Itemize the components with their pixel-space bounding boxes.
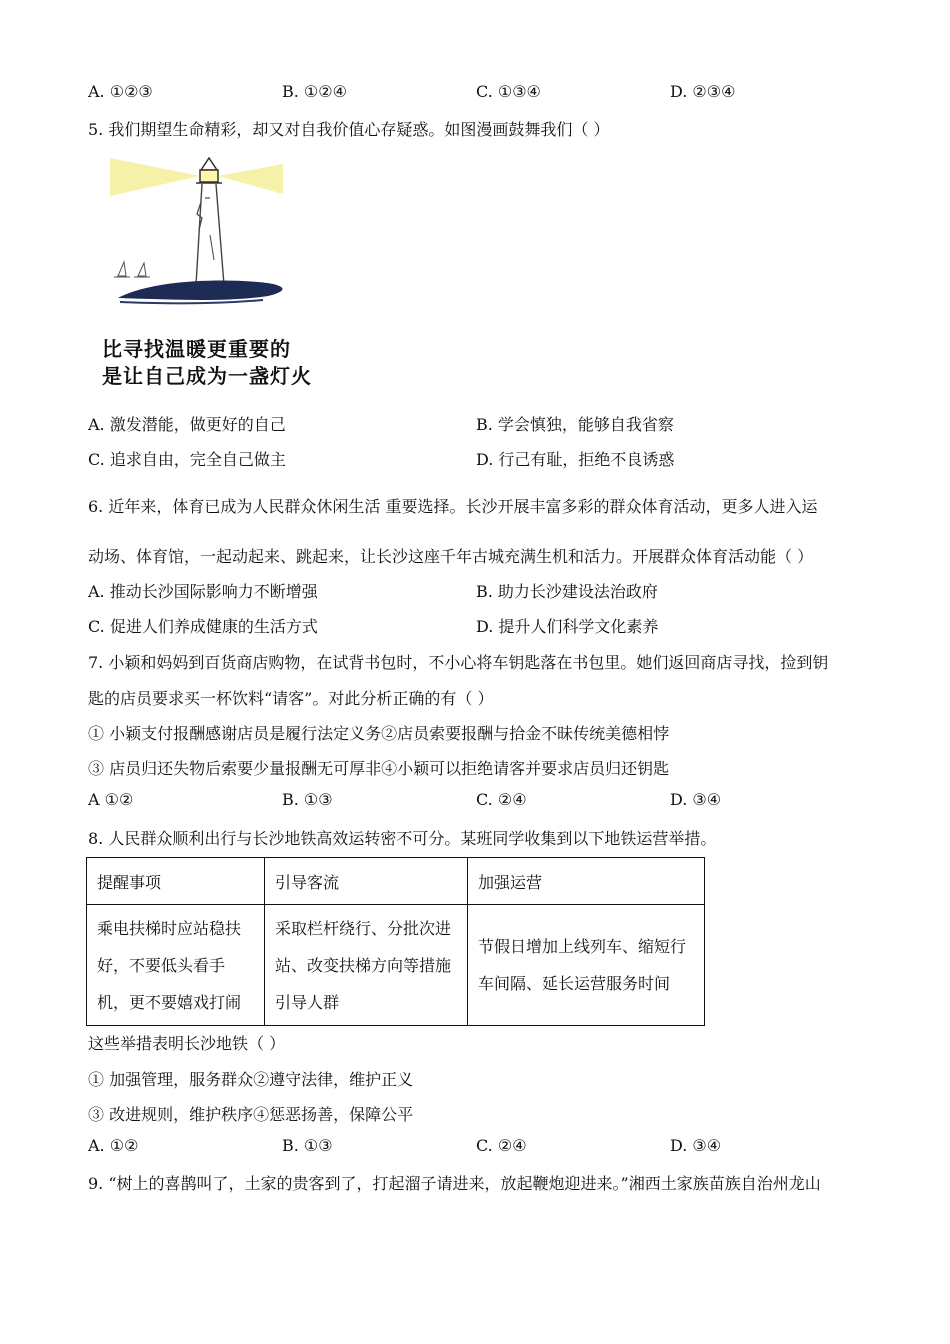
table-cell-line: 机，更不要嬉戏打闹 — [97, 992, 242, 1012]
q7-option-b: B. ①③ — [282, 790, 333, 809]
q7-stem-line1: 7. 小颖和妈妈到百货商店购物，在试背书包时，不小心将车钥匙落在书包里。她们返回商店寻找，捡到钥 — [88, 653, 829, 672]
metro-measures-table — [86, 857, 705, 1026]
table-cell-line: 引导人群 — [275, 992, 340, 1012]
q7-item-line1: ① 小颖支付报酬感谢店员是履行法定义务②店员索要报酬与拾金不昧传统美德相悖 — [88, 724, 670, 743]
table-cell-line: 站、改变扶梯方向等措施 — [275, 955, 452, 975]
q8-item-line1: ① 加强管理，服务群众②遵守法律，维护正义 — [88, 1070, 414, 1089]
q5-option-b: B. 学会慎独，能够自我省察 — [476, 415, 674, 434]
q4-option-a: A. ①②③ — [88, 82, 153, 101]
q4-option-c: C. ①③④ — [476, 82, 541, 101]
q4-option-b: B. ①②④ — [282, 82, 347, 101]
table-cell-line: 车间隔、延长运营服务时间 — [478, 974, 671, 993]
q6-stem-line1: 6. 近年来，体育已成为人民群众休闲生活 重要选择。长沙开展丰富多彩的群众体育活动，更多人进入运 — [88, 497, 818, 516]
table-cell-guide-flow — [265, 905, 468, 1026]
q7-option-c: C. ②④ — [476, 790, 527, 809]
q4-option-d: D. ②③④ — [670, 82, 736, 101]
q6-option-a: A. 推动长沙国际影响力不断增强 — [88, 582, 318, 601]
table-cell-reminders — [87, 905, 265, 1026]
q8-option-a: A. ①② — [88, 1136, 139, 1155]
q5-option-a: A. 激发潜能，做更好的自己 — [88, 415, 286, 434]
q6-option-d: D. 提升人们科学文化素养 — [476, 617, 659, 636]
q6-option-c: C. 促进人们养成健康的生活方式 — [88, 617, 318, 636]
cartoon-caption-line1: 比寻找温暖更重要的 — [102, 337, 291, 361]
q9-stem-line1: 9. “树上的喜鹊叫了，土家的贵客到了，打起溜子请进来，放起鞭炮迎进来。”湘西土家族苗族自治州龙山 — [88, 1174, 821, 1193]
cartoon-caption-line2: 是让自己成为一盏灯火 — [102, 364, 312, 388]
q8-stem: 8. 人民群众顺利出行与长沙地铁高效运转密不可分。某班同学收集到以下地铁运营举措。 — [88, 829, 717, 848]
table-header-reminders: 提醒事项 — [87, 858, 265, 905]
q5-option-c: C. 追求自由，完全自己做主 — [88, 450, 286, 469]
q8-option-b: B. ①③ — [282, 1136, 333, 1155]
table-cell-line: 乘电扶梯时应站稳扶 — [97, 918, 242, 938]
table-header-guide-flow: 引导客流 — [265, 858, 468, 905]
q8-item-line2: ③ 改进规则，维护秩序④惩恶扬善，保障公平 — [88, 1105, 414, 1124]
q5-stem: 5. 我们期望生命精彩，却又对自我价值心存疑惑。如图漫画鼓舞我们（ ） — [88, 120, 610, 139]
q5-option-d: D. 行己有耻，拒绝不良诱惑 — [476, 450, 675, 469]
q7-option-d: D. ③④ — [670, 790, 722, 809]
q7-option-a: A ①② — [88, 790, 134, 809]
q8-after-table: 这些举措表明长沙地铁（ ） — [88, 1034, 286, 1053]
q7-item-line2: ③ 店员归还失物后索要少量报酬无可厚非④小颖可以拒绝请客并要求店员归还钥匙 — [88, 759, 670, 778]
table-cell-line: 好，不要低头看手 — [97, 955, 226, 975]
q6-stem-line2: 动场、体育馆，一起动起来、跳起来，让长沙这座千年古城充满生机和活力。开展群众体育活动能（ ） — [88, 547, 814, 566]
table-header-operations: 加强运营 — [468, 858, 705, 905]
q8-option-c: C. ②④ — [476, 1136, 527, 1155]
table-cell-line: 采取栏杆绕行、分批次进 — [275, 918, 452, 938]
q7-stem-line2: 匙的店员要求买一杯饮料“请客”。对此分析正确的有（ ） — [88, 689, 494, 708]
q6-option-b: B. 助力长沙建设法治政府 — [476, 582, 658, 601]
table-cell-operations — [468, 905, 705, 1026]
table-cell-line: 节假日增加上线列车、缩短行 — [478, 937, 687, 956]
q8-option-d: D. ③④ — [670, 1136, 722, 1155]
